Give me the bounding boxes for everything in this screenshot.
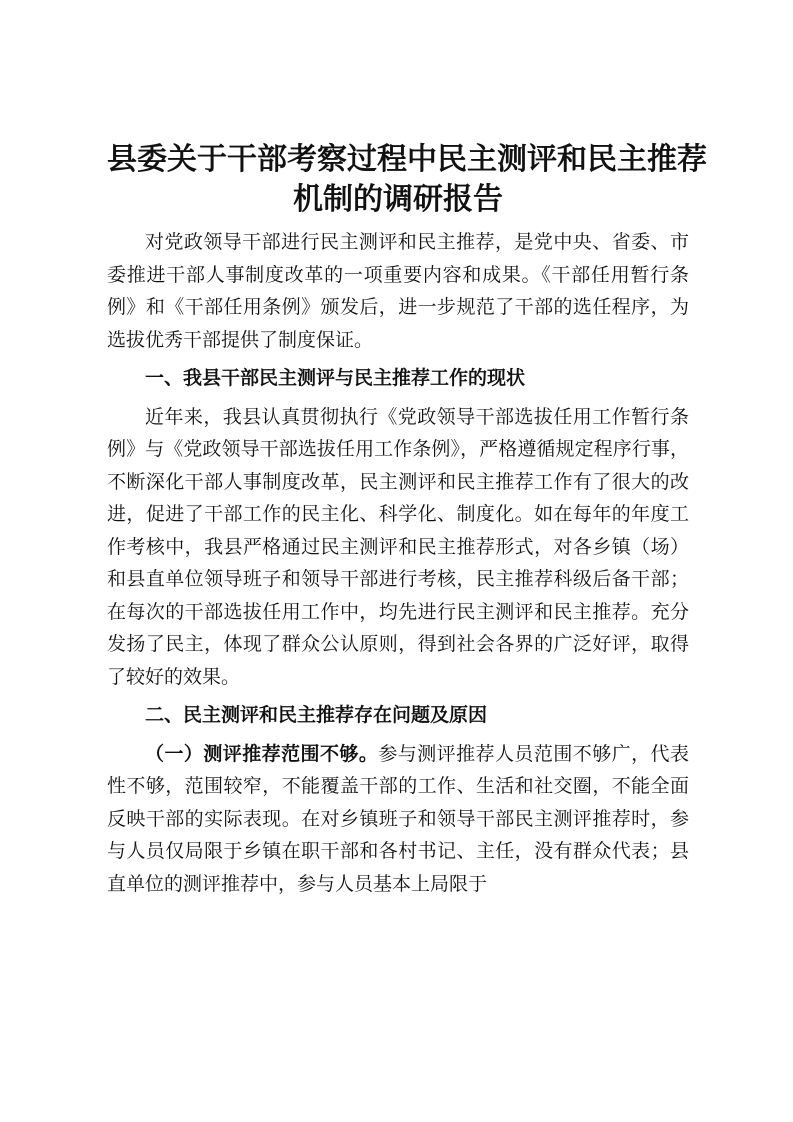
section-2-paragraph-text: 参与测评推荐人员范围不够广，代表性不够，范围较窄，不能覆盖干部的工作、生活和社交圈，不能全面反映干部的实际表现。在对乡镇班子和领导干部民主测评推荐时，参与人员仅局限于乡镇在职干部和各村书记、主任，没有群众代表；县直单位的测评推荐中，参与人员基本上局限于 bbox=[107, 742, 689, 895]
section-2-paragraph bbox=[107, 738, 689, 901]
intro-paragraph: 对党政领导干部进行民主测评和民主推荐，是党中央、省委、市委推进干部人事制度改革的一项重要内容和成果。《干部任用暂行条例》和《干部任用条例》颁发后，进一步规范了干部的选任程序，为选拔优秀干部提供了制度保证。 bbox=[107, 231, 689, 351]
title-line-2: 机制的调研报告 bbox=[293, 182, 503, 217]
section-2-heading: 二、民主测评和民主推荐存在问题及原因 bbox=[145, 704, 488, 726]
section-2-subheading: （一）测评推荐范围不够。 bbox=[145, 742, 379, 765]
document-body bbox=[107, 140, 707, 900]
section-1-paragraph: 近年来，我县认真贯彻执行《党政领导干部选拔任用工作暂行条例》与《党政领导干部选拔任用工作条例》，严格遵循规定程序行事，不断深化干部人事制度改革，民主测评和民主推荐工作有了很大的改进，促进了干部工作的民主化、科学化、制度化。如在每年的年度工作考核中，我县严格通过民主测评和民主推荐形式，对各乡镇（场）和县直单位领导班子和领导干部进行考核，民主推荐科级后备干部；在每次的干部选拔任用工作中，均先进行民主测评和民主推荐。充分发扬了民主，体现了群众公认原则，得到社会各界的广泛好评，取得了较好的效果。 bbox=[107, 405, 689, 688]
title-line-1: 县委关于干部考察过程中民主测评和民主推荐 bbox=[107, 142, 707, 177]
document-title bbox=[107, 140, 707, 220]
section-1-heading: 一、我县干部民主测评与民主推荐工作的现状 bbox=[145, 367, 526, 389]
